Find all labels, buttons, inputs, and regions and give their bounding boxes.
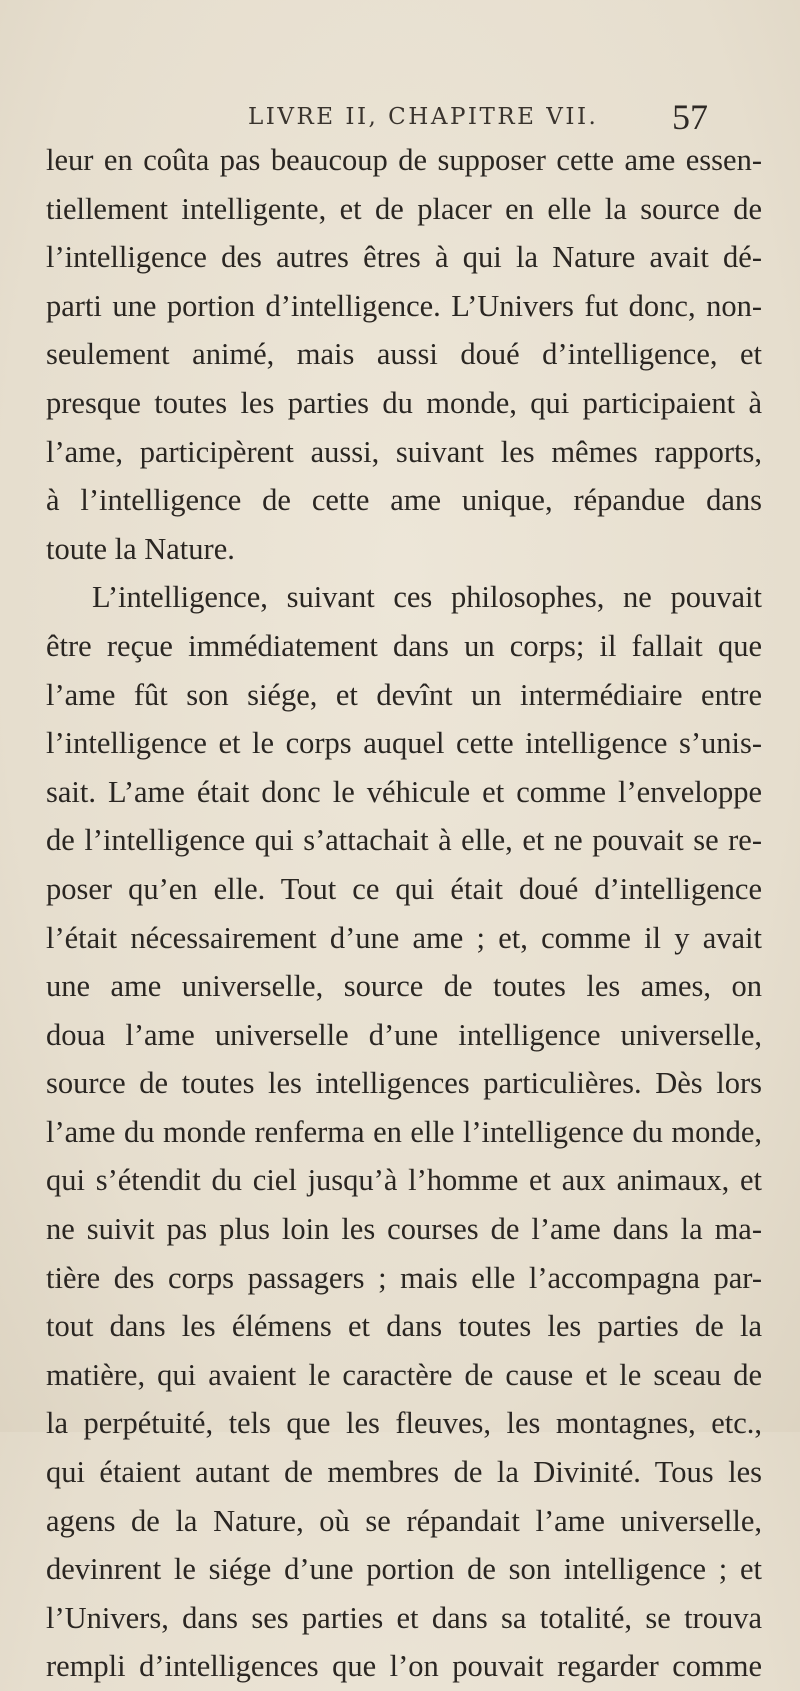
- running-head: [248, 96, 708, 136]
- text-line: rempli d’intelligences que l’on pouvait regarder comme: [46, 1649, 762, 1684]
- text-line: l’intelligence et le corps auquel cette intelligence s’unis-: [46, 726, 762, 761]
- text-line: à l’intelligence de cette ame unique, répandue dans: [46, 483, 762, 518]
- body-text: [46, 136, 762, 1691]
- text-line: presque toutes les parties du monde, qui participaient à: [46, 385, 762, 420]
- text-line: agens de la Nature, où se répandait l’ame universelle,: [46, 1503, 762, 1538]
- text-line: doua l’ame universelle d’une intelligence universelle,: [46, 1017, 762, 1052]
- text-line: matière, qui avaient le caractère de cause et le sceau de: [46, 1357, 762, 1392]
- running-title: LIVRE II, CHAPITRE VII.: [248, 104, 599, 130]
- text-line: qui s’étendit du ciel jusqu’à l’homme et aux animaux, et: [46, 1163, 762, 1198]
- text-line: tière des corps passagers ; mais elle l’accompagna par-: [46, 1260, 762, 1295]
- text-line: l’ame du monde renferma en elle l’intelligence du monde,: [46, 1114, 762, 1149]
- text-line: de l’intelligence qui s’attachait à elle, et ne pouvait se re-: [46, 823, 762, 858]
- text-line: être reçue immédiatement dans un corps; il fallait que: [46, 628, 762, 663]
- text-line: source de toutes les intelligences particulières. Dès lors: [46, 1066, 762, 1101]
- text-line: parti une portion d’intelligence. L’Univers fut donc, non-: [46, 288, 762, 323]
- text-line: tout dans les élémens et dans toutes les parties de la: [46, 1309, 762, 1344]
- text-line: une ame universelle, source de toutes les ames, on: [46, 969, 762, 1004]
- text-line: l’ame, participèrent aussi, suivant les mêmes rapports,: [46, 434, 762, 469]
- text-line: qui étaient autant de membres de la Divinité. Tous les: [46, 1455, 762, 1490]
- paragraph-start-line: L’intelligence, suivant ces philosophes, ne pouvait: [92, 580, 762, 615]
- page-number: 57: [672, 97, 708, 137]
- text-line: seulement animé, mais aussi doué d’intelligence, et: [46, 337, 762, 372]
- text-line: poser qu’en elle. Tout ce qui était doué d’intelligence: [46, 871, 762, 906]
- text-line: sait. L’ame était donc le véhicule et comme l’enveloppe: [46, 774, 762, 809]
- paragraph-end-line: toute la Nature.: [46, 531, 235, 566]
- text-line: la perpétuité, tels que les fleuves, les montagnes, etc.,: [46, 1406, 762, 1441]
- text-line: tiellement intelligente, et de placer en elle la source de: [46, 191, 762, 226]
- text-line: ne suivit pas plus loin les courses de l’ame dans la ma-: [46, 1212, 762, 1247]
- text-line: l’était nécessairement d’une ame ; et, comme il y avait: [46, 920, 762, 955]
- text-line: leur en coûta pas beaucoup de supposer cette ame essen-: [46, 143, 762, 177]
- text-line: l’ame fût son siége, et devînt un intermédiaire entre: [46, 677, 762, 712]
- text-line: l’Univers, dans ses parties et dans sa totalité, se trouva: [46, 1600, 762, 1635]
- text-line: l’intelligence des autres êtres à qui la Nature avait dé-: [46, 240, 762, 275]
- text-line: devinrent le siége d’une portion de son intelligence ; et: [46, 1552, 762, 1587]
